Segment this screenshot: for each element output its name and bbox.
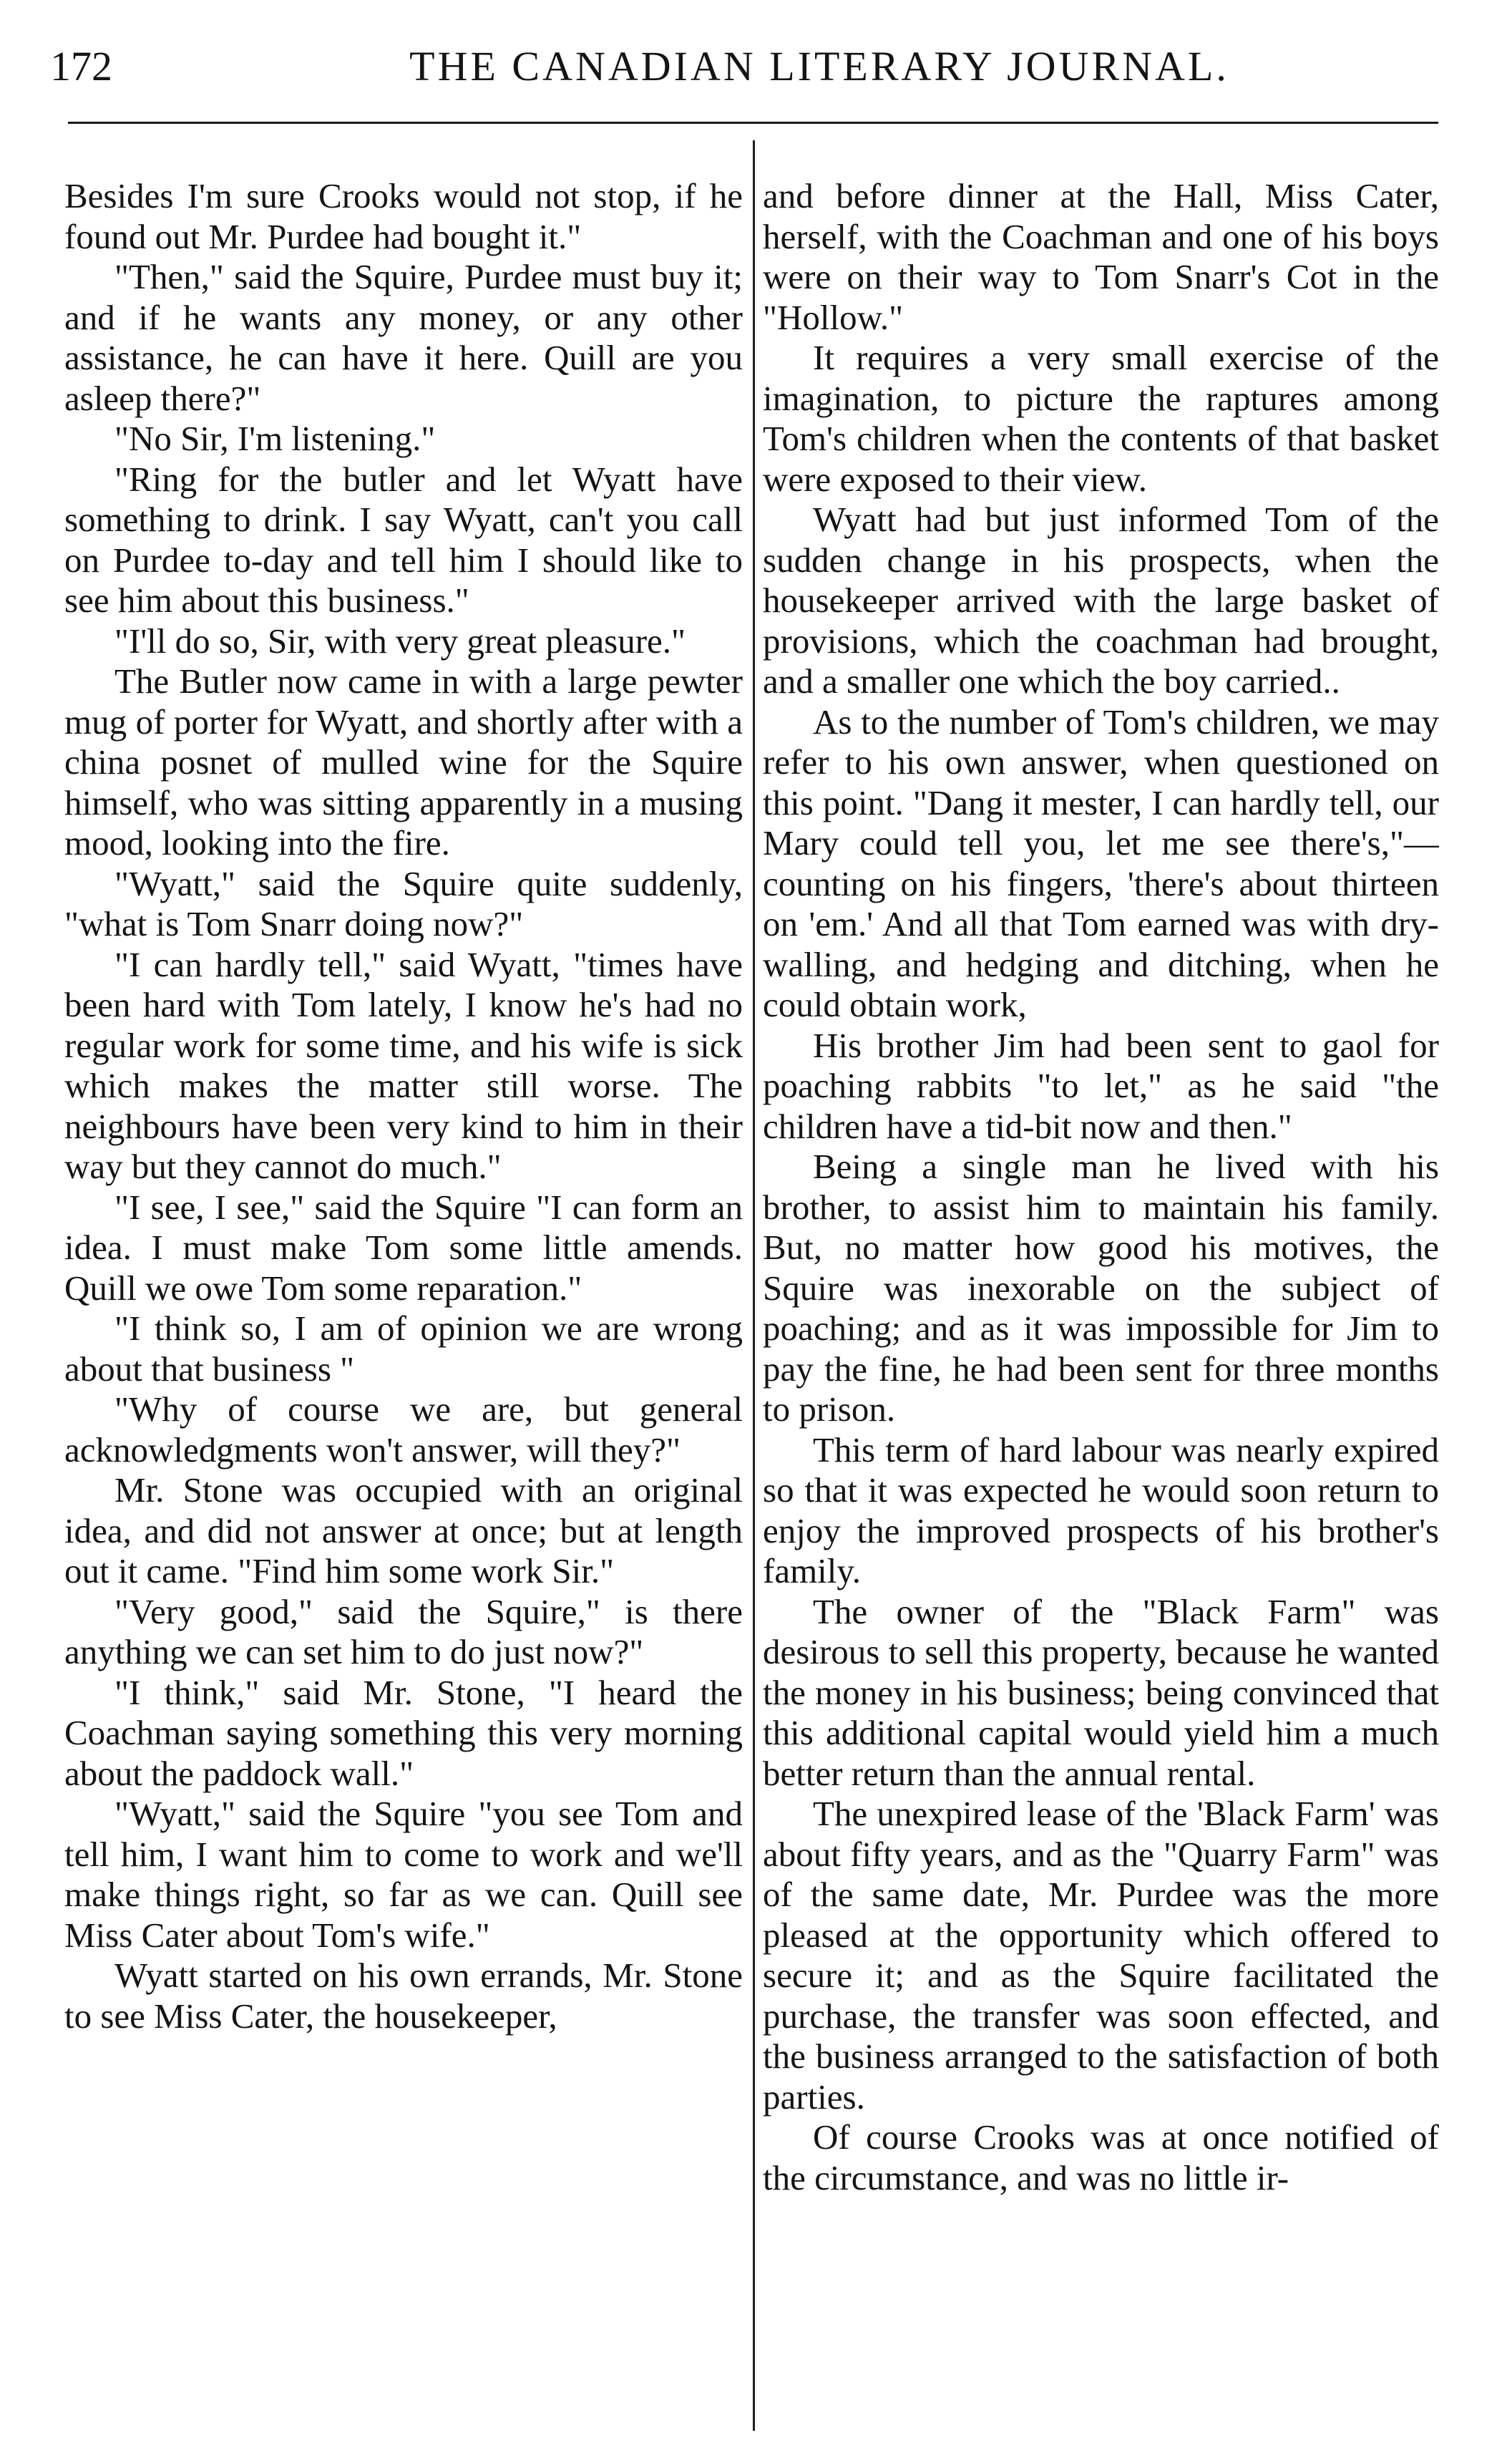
paragraph: "I'll do so, Sir, with very great pleasure."	[114, 621, 686, 661]
paragraph: It requires a very small exercise of the imagination, to picture the raptures among Tom's children when the contents of that basket were exposed to their view.	[763, 338, 1439, 499]
column-divider	[753, 140, 755, 2431]
paragraph: "Why of course we are, but general acknowledgments won't answer, will they?"	[64, 1389, 743, 1470]
paragraph: The owner of the "Black Farm" was desirous to sell this property, because he wanted the money in his business; being convinced that this additional capital would yield him a much better return than the annual rental.	[763, 1591, 1439, 1793]
paragraph: "I see, I see," said the Squire "I can form an idea. I must make Tom some little amends. Quill we owe Tom some reparation."	[64, 1187, 743, 1308]
header-rule-middle	[640, 122, 1048, 124]
paragraph: His brother Jim had been sent to gaol for poaching rabbits "to let," as he said "the children have a tid-bit now and then."	[763, 1025, 1439, 1146]
paragraph: Besides I'm sure Crooks would not stop, if he found out Mr. Purdee had bought it."	[64, 176, 743, 256]
paragraph: "Wyatt," said the Squire "you see Tom and tell him, I want him to come to work and we'll make things right, so far as we can. Quill see Miss Cater about Tom's wife."	[64, 1794, 743, 1955]
paragraph: and before dinner at the Hall, Miss Cater, herself, with the Coachman and one of his boys were on their way to Tom Snarr's Cot in the "Hollow."	[763, 176, 1439, 337]
left-column	[64, 176, 743, 2431]
paragraph: Wyatt had but just informed Tom of the sudden change in his prospects, when the housekeeper arrived with the large basket of provisions, which the coachman had brought, and a smaller one which the boy carried..	[763, 500, 1439, 701]
header-rule-left	[68, 122, 698, 124]
right-column	[763, 176, 1439, 2431]
paragraph: This term of hard labour was nearly expired so that it was expected he would soon return to enjoy the improved prospects of his brother's family.	[763, 1429, 1439, 1590]
paragraph: "Ring for the butler and let Wyatt have something to drink. I say Wyatt, can't you call on Purdee to-day and tell him I should like to see him about this business."	[64, 459, 743, 620]
journal-title: THE CANADIAN LITERARY JOURNAL.	[409, 43, 1229, 89]
paragraph: Wyatt started on his own errands, Mr. Stone to see Miss Cater, the housekeeper,	[64, 1956, 743, 2036]
paragraph: "No Sir, I'm listening."	[114, 419, 436, 458]
paragraph: The unexpired lease of the 'Black Farm' was about fifty years, and as the "Quarry Farm" was of the same date, Mr. Purdee was the more pleased at the opportunity which offered to secure it; and as the Squire facilitated the purchase, the transfer was soon effected, and the business arranged to the satisfaction of both parties.	[763, 1794, 1439, 2117]
running-header	[50, 33, 1438, 97]
paragraph: "Wyatt," said the Squire quite suddenly, "what is Tom Snarr doing now?"	[64, 863, 743, 943]
paragraph: Mr. Stone was occupied with an original idea, and did not answer at once; but at length out it came. "Find him some work Sir."	[64, 1470, 743, 1590]
paragraph: The Butler now came in with a large pewter mug of porter for Wyatt, and shortly after with a china posnet of mulled wine for the Squire himself, who was sitting apparently in a musing mood, looking into the fire.	[64, 661, 743, 863]
page-number: 172	[50, 43, 112, 89]
paragraph: "I think," said Mr. Stone, "I heard the Coachman saying something this very morning about the paddock wall."	[64, 1672, 743, 1793]
paragraph: "I think so, I am of opinion we are wrong about that business "	[64, 1308, 743, 1389]
paragraph: Of course Crooks was at once notified of the circumstance, and was no little ir-	[763, 2117, 1439, 2197]
paragraph: "Then," said the Squire, Purdee must buy it; and if he wants any money, or any other assistance, he can have it here. Quill are you asleep there?"	[64, 257, 743, 418]
paragraph: As to the number of Tom's children, we may refer to his own answer, when questioned on this point. "Dang it mester, I can hardly tell, our Mary could tell you, let me see there's,"—counting on his fingers, 'there's about thirteen on 'em.' And all that Tom earned was with dry-walling, and hedging and ditching, when he could obtain work,	[763, 701, 1439, 1024]
paragraph: "Very good," said the Squire," is there anything we can set him to do just now?"	[64, 1591, 743, 1671]
paragraph: "I can hardly tell," said Wyatt, "times have been hard with Tom lately, I know he's had no regular work for some time, and his wife is sick which makes the matter still worse. The neighbours have been very kind to him in their way but they cannot do much."	[64, 944, 743, 1186]
header-rule-right	[1038, 122, 1438, 124]
paragraph: Being a single man he lived with his brother, to assist him to maintain his family. But, no matter how good his motives, the Squire was inexorable on the subject of poaching; and as it was impossible for Jim to pay the fine, he had been sent for three months to prison.	[763, 1147, 1439, 1429]
